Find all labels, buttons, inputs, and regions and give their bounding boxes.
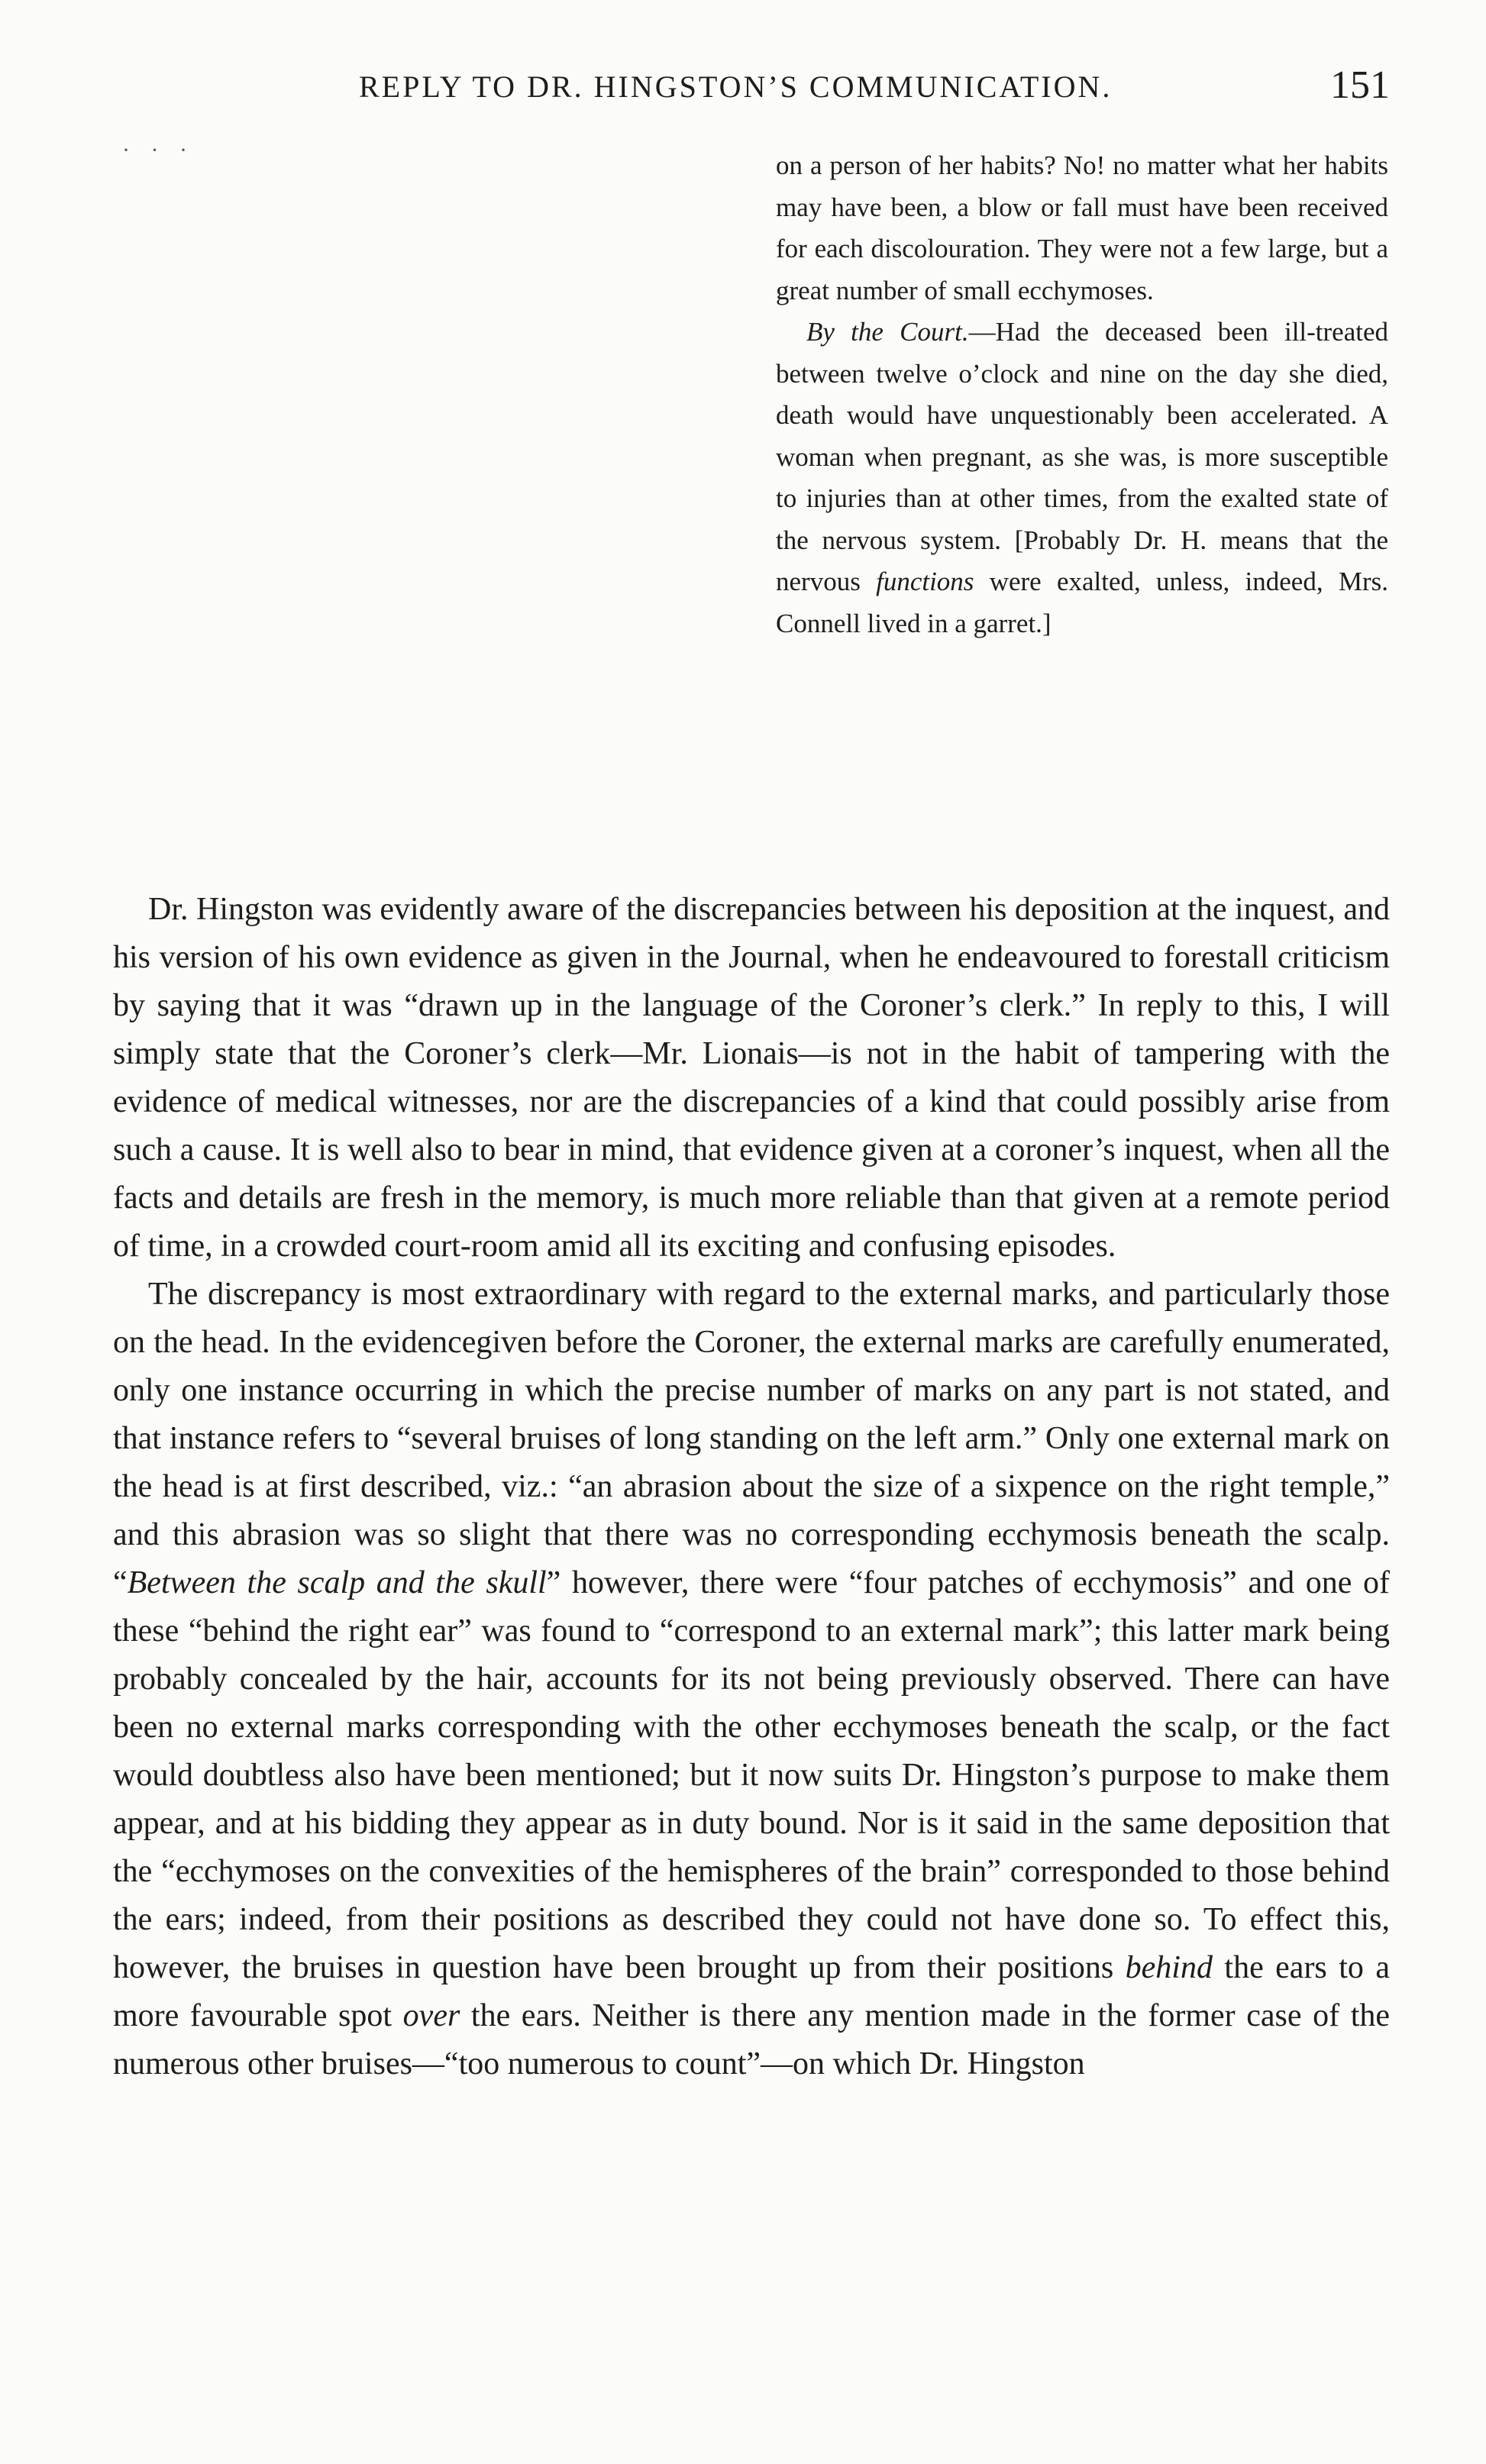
- right-column-text: [776, 145, 1388, 644]
- body-paragraph-1: Dr. Hingston was evidently aware of the discrepancies between his deposition at the inquest, and his version of his own evidence as given in the Journal, when he endeavoured to forestall criticism by saying that it was “drawn up in the language of the Coroner’s clerk.” In reply to this, I will simply state that the Coroner’s clerk—Mr. Lionais—is not in the habit of tampering with the evidence of medical witnesses, nor are the discrepancies of a kind that could possibly arise from such a cause. It is well also to bear in mind, that evidence given at a coroner’s inquest, when all the facts and details are fresh in the memory, is much more reliable than that given at a remote period of time, in a crowded court-room amid all its exciting and confusing episodes.: [113, 892, 1390, 1264]
- page-number: 151: [1330, 63, 1390, 107]
- running-title: REPLY TO DR. HINGSTON’S COMMUNICATION.: [359, 69, 1113, 104]
- body-paragraph-2: The discrepancy is most extraordinary with regard to the external marks, and particularly those on the head. In the evidencegiven before the Coroner, the external marks are carefully enumerated, only one instance occurring in which the precise number of marks on any part is not stated, and that instance refers to “several bruises of long standing on the left arm.” Only one external mark on the head is at first described, viz.: “an abrasion about the size of a sixpence on the right temple,” and this abrasion was so slight that there was no corresponding ecchymosis beneath the scalp. “Between the scalp and the skull” however, there were “four patches of ecchymosis” and one of these “behind the right ear” was found to “correspond to an external mark”; this latter mark being probably concealed by the hair, accounts for its not being previously observed. There can have been no external marks corresponding with the other ecchymoses beneath the scalp, or the fact would doubtless also have been mentioned; but it now suits Dr. Hingston’s purpose to make them appear, and at his bidding they appear as in duty bound. Nor is it said in the same deposition that the “ecchymoses on the convexities of the hemispheres of the brain” corresponded to those behind the ears; indeed, from their positions as described they could not have done so. To effect this, however, the bruises in question have been brought up from their positions behind the ears to a more favourable spot over the ears. Neither is there any mention made in the former case of the numerous other bruises—“too numerous to count”—on which Dr. Hingston: [113, 1277, 1390, 2081]
- italic-lead: By the Court.: [806, 317, 969, 347]
- running-header: [115, 63, 1390, 116]
- right-column-paragraph-1: on a person of her habits? No! no matter what her habits may have been, a blow or fall must have been received for each discolouration. They were not a few large, but a great number of small ecchymoses.: [776, 150, 1388, 305]
- print-speck: · · ·: [122, 137, 195, 163]
- main-body-text: [113, 886, 1390, 2088]
- right-column-paragraph-2: By the Court.—Had the deceased been ill-treated between twelve o’clock and nine on the day she died, death would have unquestionably been accelerated. A woman when pregnant, as she was, is more susceptible to injuries than at other times, from the exalted state of the nervous system. [Probably Dr. H. means that the nervous functions were exalted, unless, indeed, Mrs. Connell lived in a garret.]: [776, 317, 1389, 638]
